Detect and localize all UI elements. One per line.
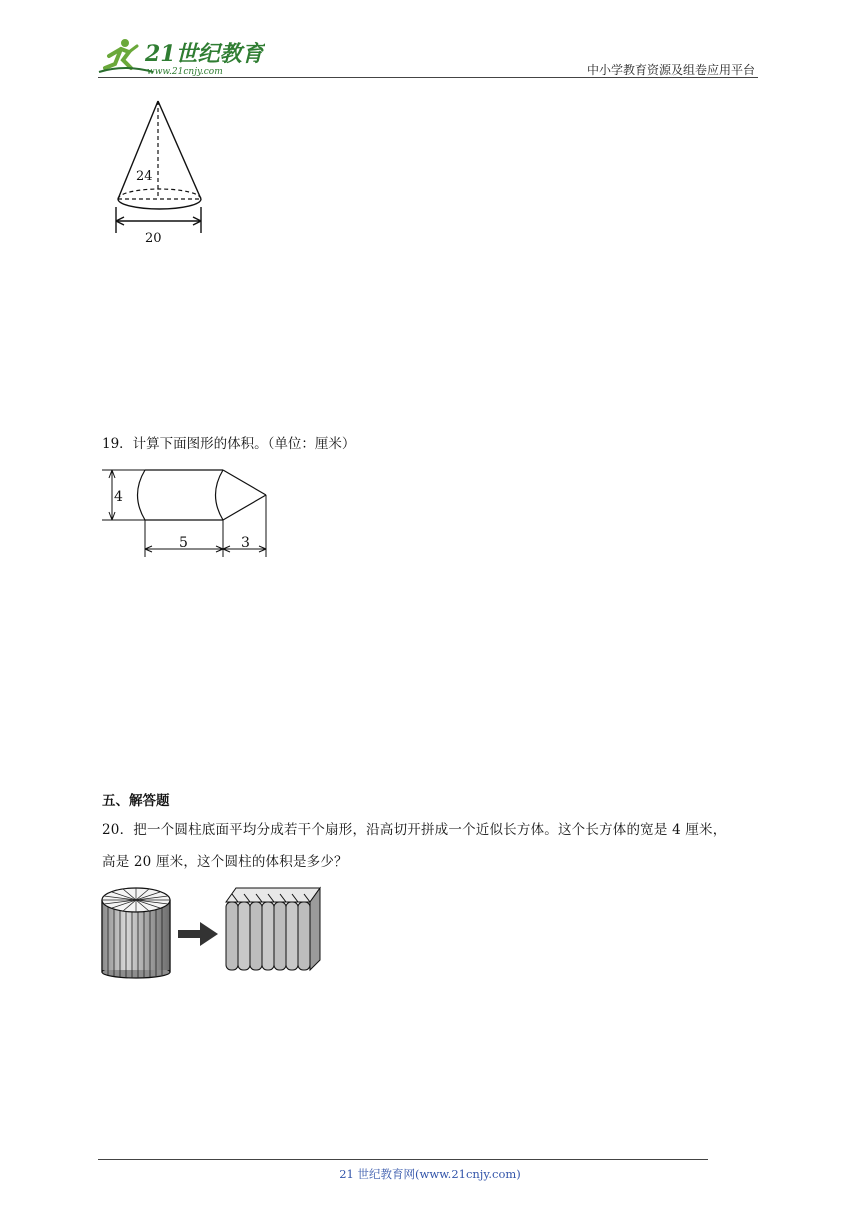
cone-diameter-label: 20	[145, 231, 162, 245]
cylinder-to-cuboid-figure	[98, 882, 333, 982]
height-label: 4	[114, 489, 123, 505]
header-rule	[98, 77, 758, 78]
logo-url: www.21cnjy.com	[147, 67, 223, 77]
question-19-text: 19．计算下面图形的体积。（单位：厘米）	[102, 436, 356, 452]
question-20-line-1: 20．把一个圆柱底面平均分成若干个扇形，沿高切开拼成一个近似长方体。这个长方体的宽是 4 厘米，	[102, 822, 727, 838]
logo-text: 21世纪教育	[145, 41, 264, 67]
arrow-right-icon	[178, 922, 218, 946]
site-logo	[95, 34, 265, 78]
cylinder-length-label: 5	[179, 535, 188, 551]
section-title: 五、解答题	[102, 793, 170, 809]
cone-figure	[105, 95, 215, 245]
question-20-line-2: 高是 20 厘米，这个圆柱的体积是多少？	[102, 854, 348, 870]
cylinder-cone-figure	[100, 465, 275, 560]
cuboid-shape	[226, 888, 320, 970]
header-platform-text: 中小学教育资源及组卷应用平台	[586, 63, 755, 77]
cone-length-label: 3	[241, 535, 250, 551]
cone-height-label: 24	[136, 169, 153, 184]
footer-rule	[98, 1159, 708, 1160]
cylinder-shape	[102, 888, 170, 978]
footer-text: 21 世纪教育网(www.21cnjy.com)	[339, 1167, 521, 1181]
